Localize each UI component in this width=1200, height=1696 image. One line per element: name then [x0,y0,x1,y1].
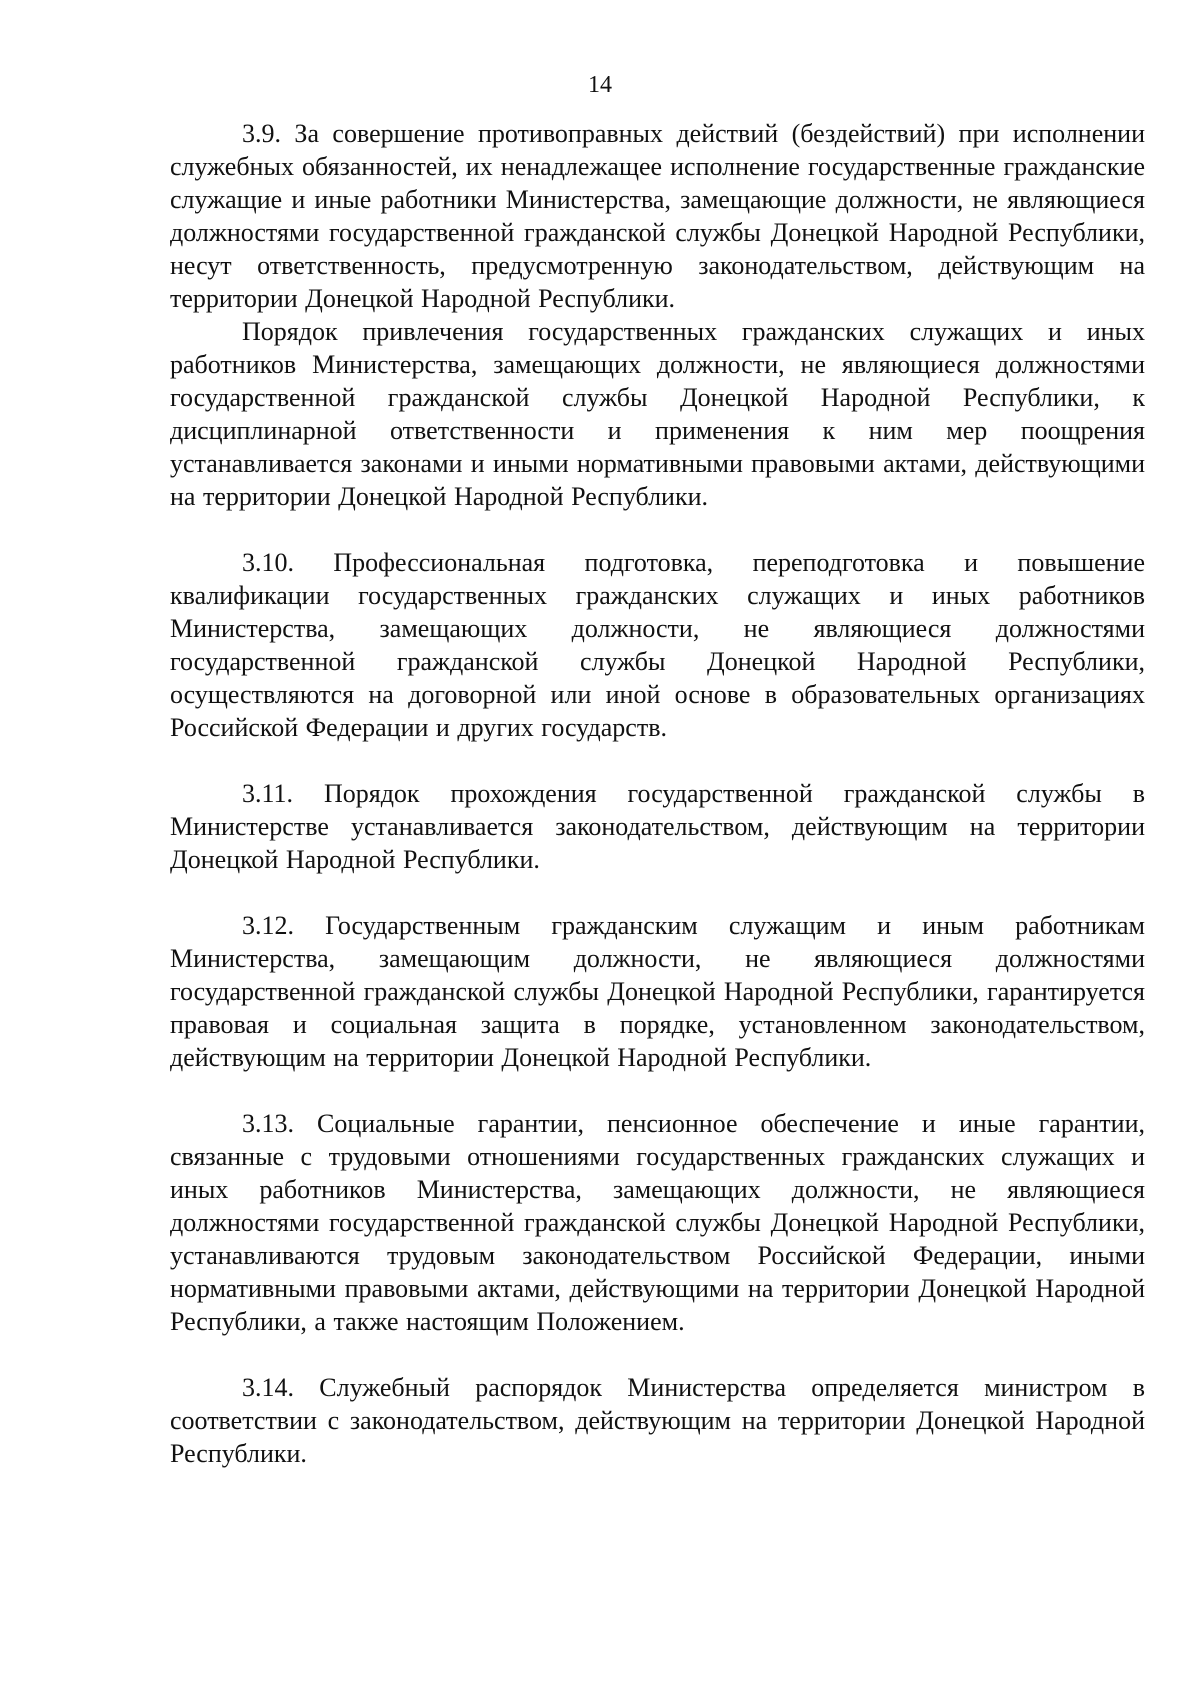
page-number: 14 [588,72,612,98]
paragraph-3-10: 3.10. Профессиональная подготовка, переподготовка и повышение квалификации государственных гражданских служащих и иных работников Министерства, замещающих должности, не являющиеся должностями государственной гражданской службы Донецкой Народной Республики, осуществляются на договорной или иной основе в образовательных организациях Российской Федерации и других государств. [170,548,1145,742]
document-body [170,117,1145,1470]
paragraph-3-14: 3.14. Служебный распорядок Министерства определяется министром в соответствии с законодательством, действующим на территории Донецкой Народной Республики. [170,1373,1145,1468]
paragraph-3-9-procedure: Порядок привлечения государственных гражданских служащих и иных работников Министерства, замещающих должности, не являющиеся должностями государственной гражданской службы Донецкой Народной Республики, к дисциплинарной ответственности и применения к ним мер поощрения устанавливается законами и иными нормативными правовыми актами, действующими на территории Донецкой Народной Республики. [170,317,1145,511]
paragraph-3-13: 3.13. Социальные гарантии, пенсионное обеспечение и иные гарантии, связанные с трудовыми отношениями государственных гражданских служащих и иных работников Министерства, замещающих должности, не являющиеся должностями государственной гражданской службы Донецкой Народной Республики, устанавливаются трудовым законодательством Российской Федерации, иными нормативными правовыми актами, действующими на территории Донецкой Народной Республики, а также настоящим Положением. [170,1109,1145,1336]
paragraph-3-9: 3.9. За совершение противоправных действий (бездействий) при исполнении служебных обязанностей, их ненадлежащее исполнение государственные гражданские служащие и иные работники Министерства, замещающие должности, не являющиеся должностями государственной гражданской службы Донецкой Народной Республики, несут ответственность, предусмотренную законодательством, действующим на территории Донецкой Народной Республики. [170,119,1145,313]
paragraph-3-12: 3.12. Государственным гражданским служащим и иным работникам Министерства, замещающим должности, не являющиеся должностями государственной гражданской службы Донецкой Народной Республики, гарантируется правовая и социальная защита в порядке, установленном законодательством, действующим на территории Донецкой Народной Республики. [170,911,1145,1072]
paragraph-3-11: 3.11. Порядок прохождения государственной гражданской службы в Министерстве устанавливается законодательством, действующим на территории Донецкой Народной Республики. [170,779,1145,874]
